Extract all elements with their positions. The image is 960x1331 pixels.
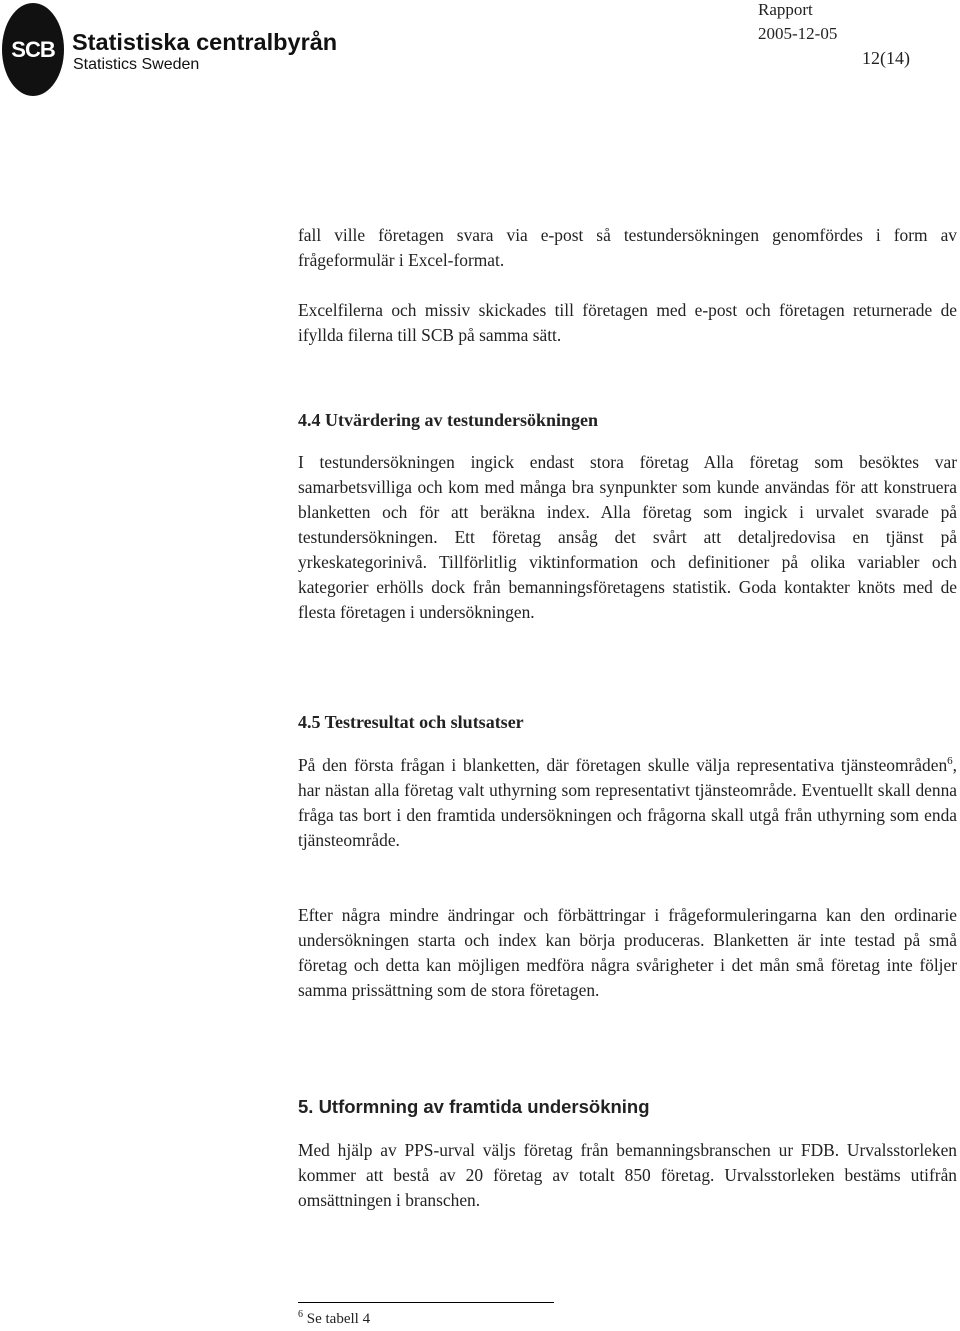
paragraph-test-results-part-2: , har nästan alla företag valt uthyrning som representativt tjänsteområde. Eventuellt skall denna fråga tas bort i den framtida undersökningen och frågorna skall utgå från uthyrning som enda tjänsteområde.: [298, 755, 957, 850]
paragraph-excel-format: fall ville företagen svara via e-post så testundersökningen genomfördes i form av frågeformulär i Excel-format.: [298, 225, 957, 270]
paragraph-future-survey: Med hjälp av PPS-urval väljs företag från bemanningsbranschen ur FDB. Urvalsstorleken kommer att bestå av 20 företag av totalt 850 företag. Urvalsstorleken bestäms utifrån omsättningen i branschen.: [298, 1140, 957, 1210]
footnote-separator: [298, 1302, 554, 1303]
section-heading-5: 5. Utformning av framtida undersökning: [298, 1096, 650, 1117]
scb-logo: [0, 0, 380, 100]
org-name-english: Statistics Sweden: [73, 56, 200, 73]
document-type: Rapport: [758, 0, 813, 19]
paragraph-excel-files: Excelfilerna och missiv skickades till företagen med e-post och företagen returnerade de ifyllda filerna till SCB på samma sätt.: [298, 300, 957, 345]
scb-logo-mark: SCB: [2, 3, 64, 96]
footnote-text: Se tabell 4: [306, 1311, 371, 1327]
section-heading-4-4: 4.4 Utvärdering av testundersökningen: [298, 410, 599, 430]
footnote: [298, 1311, 370, 1328]
paragraph-changes: Efter några mindre ändringar och förbättringar i frågeformuleringarna kan den ordinarie undersökningen starta och index kan börja produceras. Blanketten är inte testad på små företag och detta kan möjligen medföra några svårigheter i det mån små företag inte följer samma prissättning som de stora företagen.: [298, 905, 957, 1000]
footnote-reference: 6: [947, 755, 953, 768]
document-date: 2005-12-05: [758, 24, 838, 43]
footnote-number: 6: [298, 1309, 303, 1320]
org-name: Statistiska centralbyrån: [72, 29, 338, 55]
page-number: 12(14): [862, 48, 910, 68]
paragraph-test-results: [298, 753, 957, 853]
section-heading-4-5: 4.5 Testresultat och slutsatser: [298, 712, 524, 732]
paragraph-evaluation: I testundersökningen ingick endast stora företag Alla företag som besöktes var samarbetsvilliga och kom med många bra synpunkter som kunde användas för att konstruera blanketten och för att beräkna index. Alla företag som ingick i urvalet svarade på testundersökningen. Ett företag ansåg det svårt att detaljredovisa en tjänst på yrkeskategorinivå. Tillförlitlig viktinformation och definitioner på olika variabler och kategorier erhölls dock från bemanningsföretagens statistik. Goda kontakter knöts med de flesta företagen i undersökningen.: [298, 452, 957, 622]
paragraph-test-results-part-1: På den första frågan i blanketten, där företagen skulle välja representativa tjänsteområden: [298, 755, 948, 775]
